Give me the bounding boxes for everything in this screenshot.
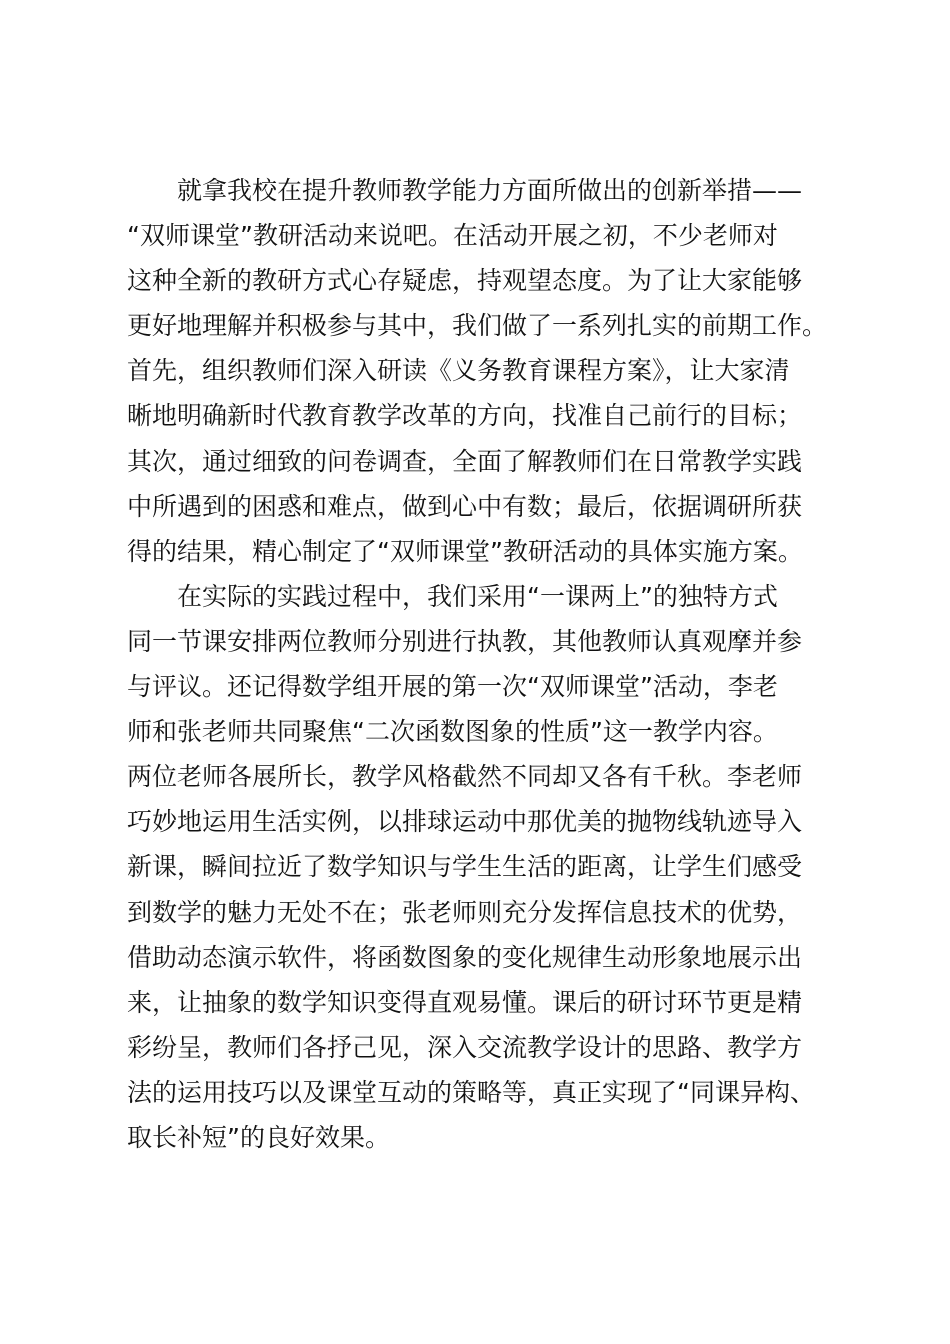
text-line: 来，让抽象的数学知识变得直观易懂。课后的研讨环节更是精 — [127, 987, 803, 1017]
text-line: 借助动态演示软件，将函数图象的变化规律生动形象地展示出 — [127, 942, 803, 972]
text-line: 彩纷呈，教师们各抒己见，深入交流教学设计的思路、教学方 — [127, 1032, 803, 1062]
text-line: 其次，通过细致的问卷调查，全面了解教师们在日常教学实践 — [127, 446, 803, 476]
text-line: 巧妙地运用生活实例，以排球运动中那优美的抛物线轨迹导入 — [127, 807, 803, 837]
text-line: 师和张老师共同聚焦“二次函数图象的性质”这一教学内容。 — [127, 717, 778, 747]
text-line: 首先，组织教师们深入研读《义务教育课程方案》，让大家清 — [127, 356, 790, 386]
text-line: 就拿我校在提升教师教学能力方面所做出的创新举措—— — [177, 176, 803, 205]
text-line: 晰地明确新时代教育教学改革的方向，找准自己前行的目标； — [127, 401, 803, 431]
document-body — [127, 168, 847, 1160]
paragraph-1 — [127, 168, 847, 574]
text-line: 取长补短”的良好效果。 — [127, 1122, 390, 1152]
text-line: “双师课堂”教研活动来说吧。在活动开展之初，不少老师对 — [127, 221, 778, 251]
text-line: 在实际的实践过程中，我们采用“一课两上”的独特方式 — [177, 581, 778, 611]
text-line: 得的结果，精心制定了“双师课堂”教研活动的具体实施方案。 — [127, 536, 803, 566]
text-line: 新课，瞬间拉近了数学知识与学生生活的距离，让学生们感受 — [127, 852, 803, 882]
paragraph-2 — [127, 574, 847, 1160]
text-line: 同一节课安排两位教师分别进行执教，其他教师认真观摩并参 — [127, 626, 803, 656]
text-line: 中所遇到的困惑和难点，做到心中有数；最后，依据调研所获 — [127, 491, 803, 521]
text-line: 到数学的魅力无处不在；张老师则充分发挥信息技术的优势， — [127, 897, 803, 927]
text-line: 更好地理解并积极参与其中，我们做了一系列扎实的前期工作。 — [127, 311, 828, 341]
text-line: 法的运用技巧以及课堂互动的策略等，真正实现了“同课异构、 — [127, 1077, 815, 1107]
text-line: 两位老师各展所长，教学风格截然不同却又各有千秋。李老师 — [127, 762, 803, 792]
text-line: 这种全新的教研方式心存疑虑，持观望态度。为了让大家能够 — [127, 266, 803, 296]
text-line: 与评议。还记得数学组开展的第一次“双师课堂”活动，李老 — [127, 672, 778, 702]
